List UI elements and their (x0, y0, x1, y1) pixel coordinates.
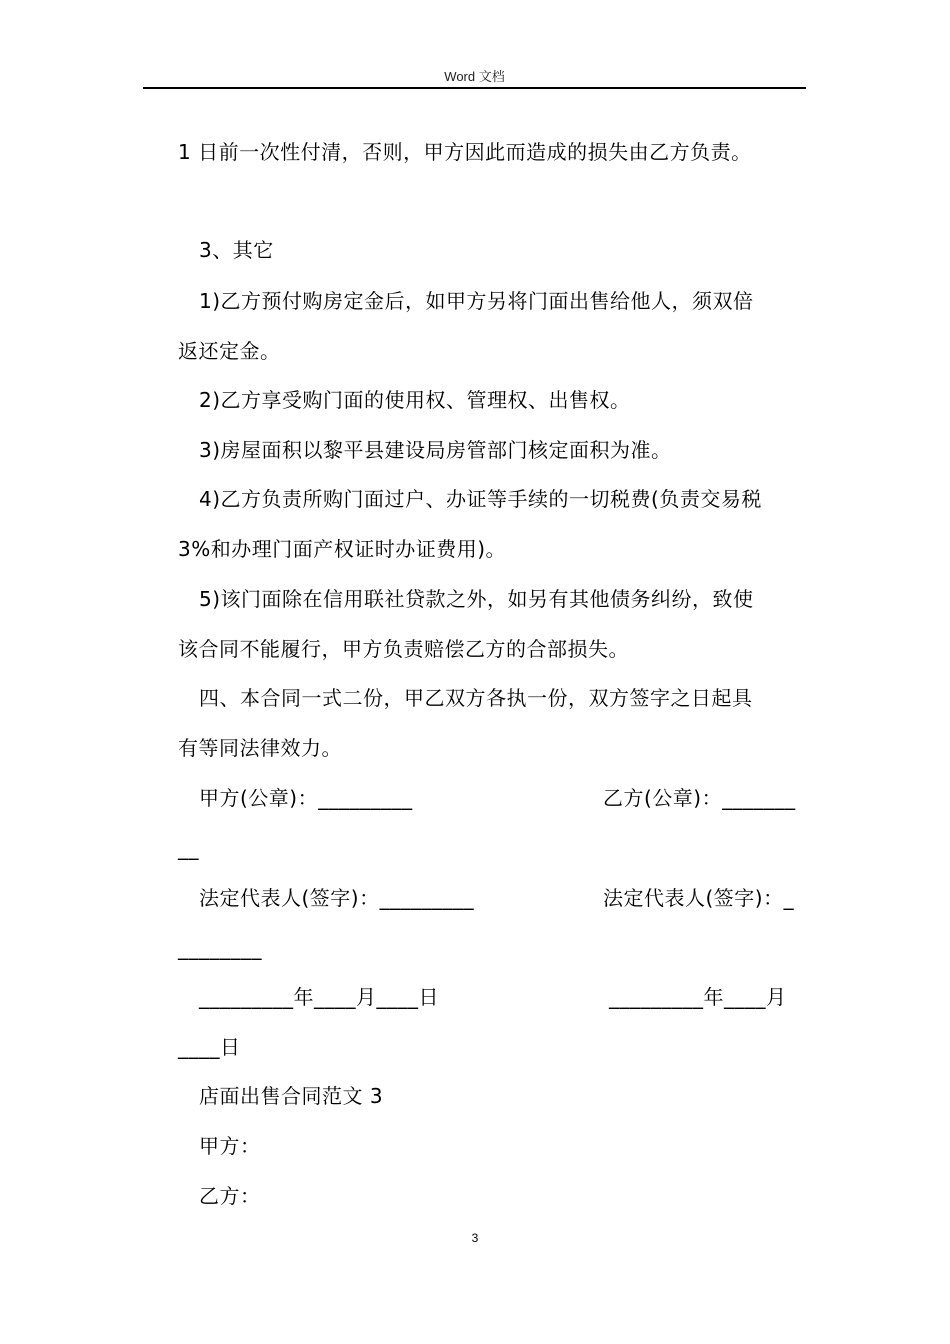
party-b-representative-field-cont: ________ (178, 936, 262, 960)
item-4-line-2: 3%和办理门面产权证时办证费用)。 (178, 537, 507, 561)
next-section-title: 店面出售合同范文 3 (199, 1084, 384, 1108)
item-1-line-1: 1)乙方预付购房定金后，如甲方另将门面出售给他人，须双倍 (199, 289, 754, 313)
item-5-line-1: 5)该门面除在信用联社贷款之外，如另有其他债务纠纷，致使 (199, 587, 754, 611)
item-5-line-2: 该合同不能履行，甲方负责赔偿乙方的合部损失。 (178, 637, 629, 661)
page-number: 3 (471, 1231, 479, 1245)
next-section-party-b: 乙方： (199, 1184, 261, 1208)
clause-4-line-1: 四、本合同一式二份，甲乙双方各执一份，双方签字之日起具 (199, 686, 753, 710)
party-b-date-field-cont: ____日 (178, 1035, 241, 1059)
item-1-line-2: 返还定金。 (178, 339, 281, 363)
section-3-title: 3、其它 (199, 238, 274, 262)
item-2: 2)乙方享受购门面的使用权、管理权、出售权。 (199, 388, 631, 412)
party-b-seal-field: 乙方(公章)：_______ (603, 786, 796, 810)
page-header-title: Word 文档 (444, 69, 505, 84)
party-a-representative-field: 法定代表人(签字)：_________ (199, 886, 475, 910)
party-b-seal-field-cont: __ (178, 836, 199, 860)
clause-4-line-2: 有等同法律效力。 (178, 736, 342, 760)
header-rule (143, 87, 806, 89)
item-4-line-1: 4)乙方负责所购门面过户、办证等手续的一切税费(负责交易税 (199, 487, 762, 511)
payment-clause-line: 1 日前一次性付清，否则，甲方因此而造成的损失由乙方负责。 (178, 140, 752, 164)
item-3: 3)房屋面积以黎平县建设局房管部门核定面积为准。 (199, 438, 672, 462)
party-a-seal-field: 甲方(公章)：_________ (199, 786, 413, 810)
party-b-date-field: _________年____月 (609, 985, 787, 1009)
party-b-representative-field: 法定代表人(签字)：_ (603, 886, 795, 910)
party-a-date-field: _________年____月____日 (199, 985, 439, 1009)
next-section-party-a: 甲方： (199, 1134, 261, 1158)
